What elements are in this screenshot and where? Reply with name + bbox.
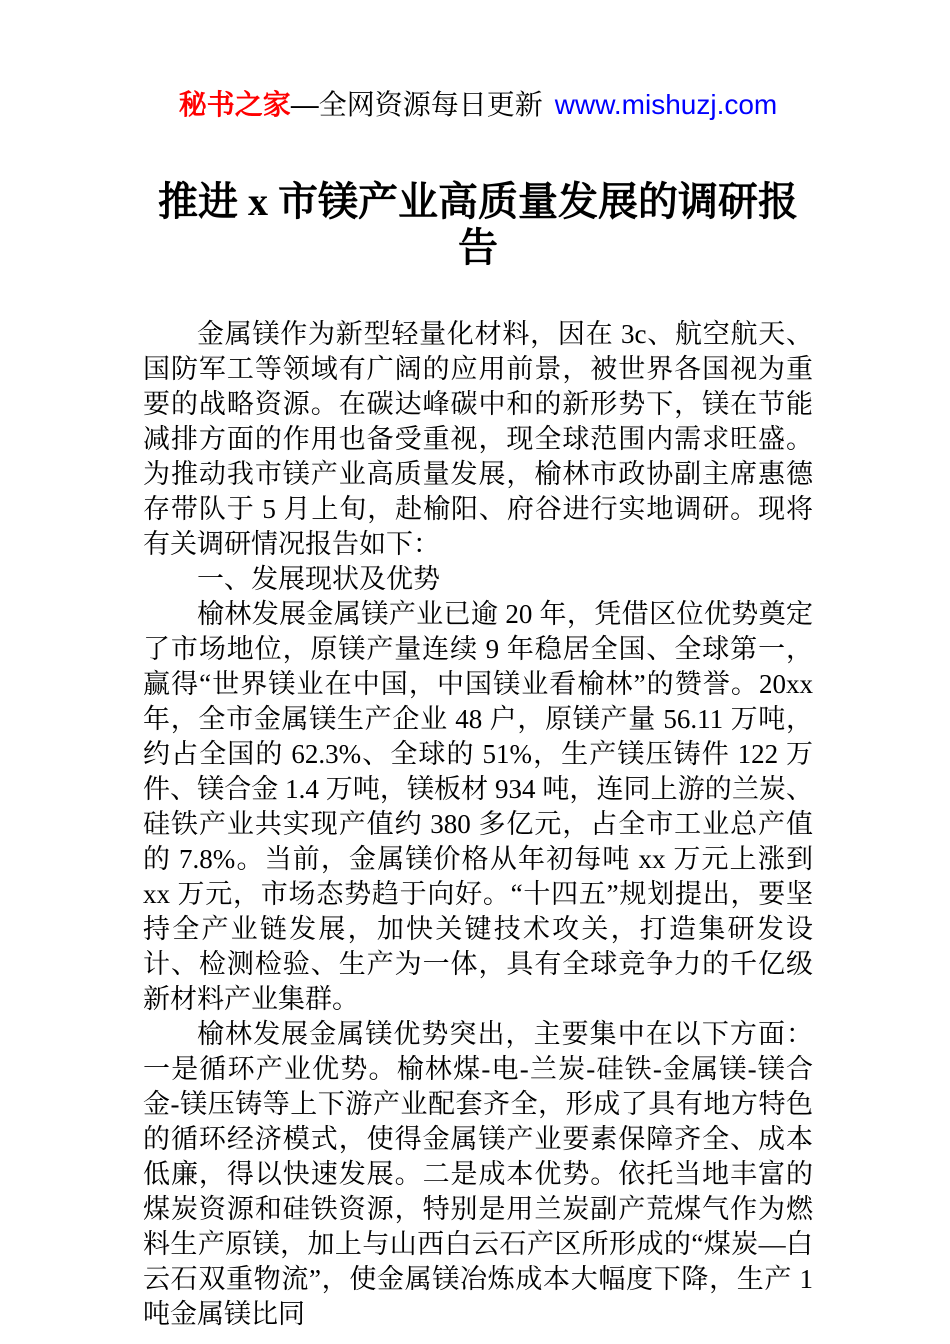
document-title: 推进 x 市镁产业高质量发展的调研报告 bbox=[158, 179, 798, 270]
paragraph-industry-status: 榆林发展金属镁产业已逾 20 年，凭借区位优势奠定了市场地位，原镁产量连续 9 年稳居全国、全球第一，赢得“世界镁业在中国，中国镁业看榆林”的赞誉。20xx 年，全市金属镁生产企业 48 户，原镁产量 56.11 万吨，约占全国的 62.3%、全球的 51%，生产镁压铸件 122 万件、镁合金 1.4 万吨，镁板材 934 吨，连同上游的兰炭、硅铁产业共实现产值约 380 多亿元，占全市工业总产值的 7.8%。当前，金属镁价格从年初每吨 xx 万元上涨到 xx 万元，市场态势趋于向好。“十四五”规划提出，要坚持全产业链发展，加快关键技术攻关，打造集研发设计、检测检验、生产为一体，具有全球竞争力的千亿级新材料产业集群。 bbox=[143, 599, 813, 1014]
site-header bbox=[143, 88, 813, 122]
paragraph-intro: 金属镁作为新型轻量化材料，因在 3c、航空航天、国防军工等领域有广阔的应用前景，被世界各国视为重要的战略资源。在碳达峰碳中和的新形势下，镁在节能减排方面的作用也备受重视，现全球范围内需求旺盛。为推动我市镁产业高质量发展，榆林市政协副主席惠德存带队于 5 月上旬，赴榆阳、府谷进行实地调研。现将有关调研情况报告如下： bbox=[143, 319, 813, 559]
header-tagline: 全网资源每日更新 bbox=[318, 89, 543, 120]
site-url-link[interactable]: www.mishuzj.com bbox=[554, 89, 778, 120]
header-dash: — bbox=[290, 89, 319, 120]
section-heading-development-status: 一、发展现状及优势 bbox=[197, 564, 440, 594]
document-body bbox=[143, 317, 813, 1332]
site-name: 秘书之家 bbox=[178, 89, 291, 120]
paragraph-advantages: 榆林发展金属镁优势突出，主要集中在以下方面：一是循环产业优势。榆林煤-电-兰炭-硅铁-金属镁-镁合金-镁压铸等上下游产业配套齐全，形成了具有地方特色的循环经济模式，使得金属镁产业要素保障齐全、成本低廉，得以快速发展。二是成本优势。依托当地丰富的煤炭资源和硅铁资源，特别是用兰炭副产荒煤气作为燃料生产原镁，加上与山西白云石产区所形成的“煤炭—白云石双重物流”，使金属镁冶炼成本大幅度下降，生产 1 吨金属镁比同 bbox=[143, 1019, 813, 1329]
